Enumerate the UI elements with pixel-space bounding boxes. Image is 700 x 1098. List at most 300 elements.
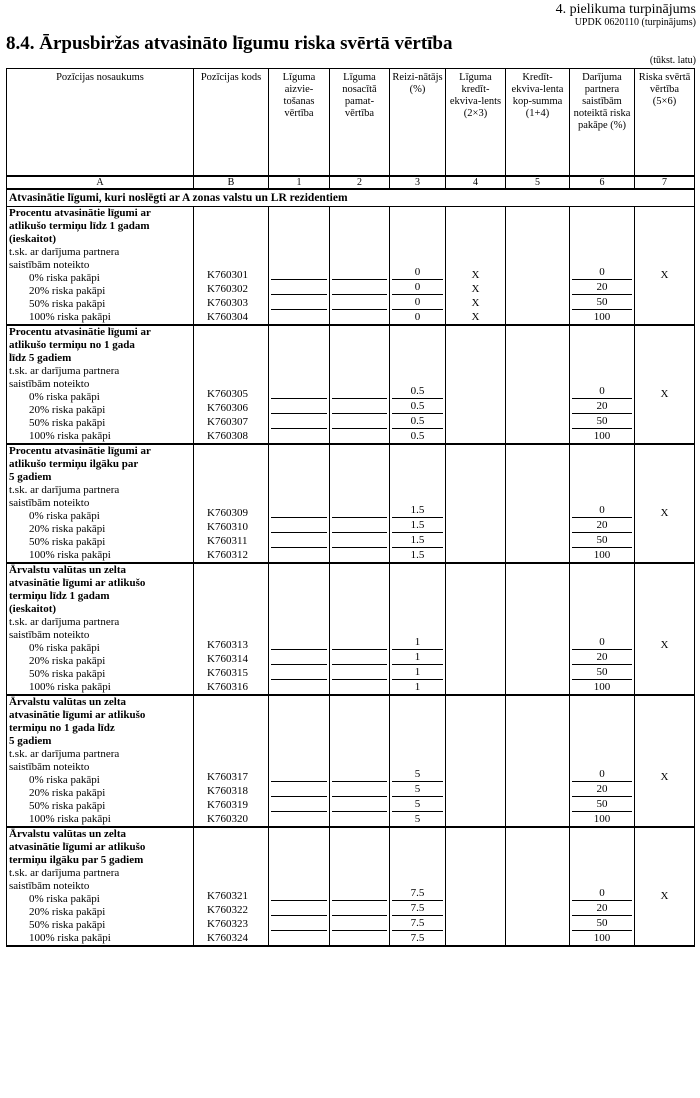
multiplier-value-cell [390, 444, 446, 563]
notional-value-cell [330, 695, 390, 827]
replacement-value [271, 767, 327, 782]
group-subtitle-line: saistībām noteikto [9, 629, 90, 641]
credit-equivalent-value [448, 401, 503, 415]
risk-weighted-value: X [660, 269, 669, 281]
credit-equivalent-sum [508, 680, 567, 694]
section-title: Atvasinātie līgumi, kuri noslēgti ar A zonas valstu un LR rezidentiem [7, 189, 695, 207]
credit-equivalent-value: X [471, 311, 480, 323]
risk-weighted-value [637, 812, 692, 826]
multiplier-value: 0.5 [410, 430, 425, 442]
risk-level-label: 20% riska pakāpi [29, 404, 106, 416]
risk-weight-value-cell [570, 695, 635, 827]
replacement-value [271, 280, 327, 295]
position-code: K760318 [207, 785, 248, 797]
multiplier-value: 0 [392, 280, 443, 295]
risk-weighted-value-cell [635, 695, 695, 827]
replacement-value [271, 901, 327, 916]
replacement-value-cell [269, 444, 330, 563]
credit-equivalent-sum-cell [506, 827, 570, 946]
risk-weight-value: 20 [572, 901, 632, 916]
risk-level-label: 50% riska pakāpi [29, 668, 106, 680]
risk-weighted-value [637, 429, 692, 443]
multiplier-value: 0 [392, 295, 443, 310]
credit-equivalent-sum [508, 770, 567, 784]
risk-weight-value-cell [570, 827, 635, 946]
multiplier-value-cell [390, 563, 446, 695]
risk-weight-value: 50 [572, 797, 632, 812]
replacement-value [271, 931, 327, 945]
risk-weighted-value [637, 931, 692, 945]
group-subtitle-line: saistībām noteikto [9, 378, 90, 390]
replacement-value [271, 916, 327, 931]
replacement-value [271, 295, 327, 310]
group-title-line: Procentu atvasinātie līgumi ar [9, 445, 151, 457]
group-title-line: atlikušo termiņu ilgāku par [9, 458, 139, 470]
column-letter: 5 [506, 176, 570, 189]
risk-level-label: 100% riska pakāpi [29, 932, 111, 944]
group-title-line: atlikušo termiņu līdz 1 gadam [9, 220, 150, 232]
notional-value [332, 503, 387, 518]
risk-level-label: 100% riska pakāpi [29, 549, 111, 561]
column-header: Reizi-nātājs (%) [390, 69, 446, 177]
notional-value [332, 429, 387, 443]
risk-level-label: 50% riska pakāpi [29, 800, 106, 812]
credit-equivalent-value [448, 784, 503, 798]
form-code: UPDK 0620110 (turpinājums) [574, 17, 696, 28]
credit-equivalent-value [448, 770, 503, 784]
replacement-value [271, 548, 327, 562]
credit-equivalent-sum [508, 520, 567, 534]
risk-level-label: 0% riska pakāpi [29, 642, 100, 654]
multiplier-value: 5 [414, 813, 421, 825]
credit-equivalent-sum [508, 784, 567, 798]
position-code: K760304 [207, 311, 248, 323]
credit-equivalent-sum [508, 534, 567, 548]
risk-weighted-value: X [660, 639, 669, 651]
risk-level-label: 0% riska pakāpi [29, 272, 100, 284]
position-code: K760311 [207, 535, 248, 547]
position-code: K760314 [207, 653, 248, 665]
risk-weighted-value [637, 534, 692, 548]
column-header: Pozīcijas kods [194, 69, 269, 177]
notional-value-cell [330, 827, 390, 946]
position-code-cell [194, 563, 269, 695]
risk-weight-value-cell [570, 325, 635, 444]
risk-weight-value: 100 [593, 311, 611, 323]
credit-equivalent-value [448, 415, 503, 429]
document-header [556, 2, 696, 28]
multiplier-value: 1.5 [392, 518, 443, 533]
multiplier-value-cell [390, 695, 446, 827]
replacement-value [271, 414, 327, 429]
notional-value [332, 916, 387, 931]
group-title-line: Ārvalstu valūtas un zelta [9, 564, 127, 576]
notional-value-cell [330, 207, 390, 326]
credit-equivalent-value [448, 638, 503, 652]
credit-equivalent-sum [508, 296, 567, 310]
risk-weight-value: 100 [593, 681, 611, 693]
risk-weighted-value [637, 282, 692, 296]
group-subtitle-line: t.sk. ar darījuma partnera [9, 365, 120, 377]
multiplier-value-cell [390, 207, 446, 326]
notional-value-cell [330, 325, 390, 444]
risk-level-label: 20% riska pakāpi [29, 285, 106, 297]
group-row [7, 444, 695, 563]
credit-equivalent-sum [508, 917, 567, 931]
risk-level-label: 0% riska pakāpi [29, 774, 100, 786]
replacement-value-cell [269, 695, 330, 827]
credit-equivalent-sum [508, 387, 567, 401]
multiplier-value: 1.5 [392, 503, 443, 518]
position-name-cell [7, 695, 194, 827]
credit-equivalent-sum [508, 415, 567, 429]
risk-weight-value: 50 [572, 295, 632, 310]
group-row [7, 207, 695, 326]
position-code-cell [194, 444, 269, 563]
multiplier-value: 1 [392, 635, 443, 650]
replacement-value [271, 812, 327, 826]
group-title-line: 5 gadiem [9, 471, 52, 483]
multiplier-value: 5 [392, 797, 443, 812]
notional-value [332, 399, 387, 414]
annex-label: 4. pielikuma turpinājums [555, 2, 696, 17]
risk-weighted-value-cell [635, 207, 695, 326]
notional-value [332, 665, 387, 680]
position-code: K760313 [207, 639, 248, 651]
credit-equivalent-value-cell [446, 207, 506, 326]
notional-value [332, 767, 387, 782]
position-name-cell [7, 563, 194, 695]
credit-equivalent-value [448, 520, 503, 534]
credit-equivalent-sum [508, 429, 567, 443]
risk-level-label: 20% riska pakāpi [29, 523, 106, 535]
multiplier-value-cell [390, 325, 446, 444]
position-code: K760309 [207, 507, 248, 519]
risk-weight-value: 0 [572, 265, 632, 280]
position-code: K760312 [207, 549, 248, 561]
group-title-line: termiņu līdz 1 gadam [9, 590, 110, 602]
credit-equivalent-value: X [471, 269, 480, 281]
risk-weight-value: 0 [572, 384, 632, 399]
group-title-line: atvasinātie līgumi ar atlikušo [9, 709, 146, 721]
group-row [7, 695, 695, 827]
column-header: Riska svērtā vērtība (5×6) [635, 69, 695, 177]
multiplier-value: 7.5 [392, 886, 443, 901]
position-code: K760301 [207, 269, 248, 281]
replacement-value-cell [269, 827, 330, 946]
group-row [7, 563, 695, 695]
group-subtitle-line: saistībām noteikto [9, 761, 90, 773]
replacement-value [271, 384, 327, 399]
notional-value [332, 812, 387, 826]
multiplier-value: 5 [392, 782, 443, 797]
replacement-value [271, 797, 327, 812]
column-letter: 2 [330, 176, 390, 189]
risk-weighted-value [637, 680, 692, 694]
position-code: K760323 [207, 918, 248, 930]
notional-value [332, 265, 387, 280]
multiplier-value: 0.5 [392, 399, 443, 414]
credit-equivalent-sum [508, 812, 567, 826]
risk-weighted-value [637, 903, 692, 917]
replacement-value [271, 429, 327, 443]
credit-equivalent-sum-cell [506, 563, 570, 695]
risk-weighted-value [637, 401, 692, 415]
risk-weight-value: 50 [572, 665, 632, 680]
replacement-value-cell [269, 325, 330, 444]
notional-value-cell [330, 444, 390, 563]
position-code-cell [194, 695, 269, 827]
multiplier-value: 5 [392, 767, 443, 782]
risk-weighted-value-cell [635, 827, 695, 946]
group-title-line: līdz 5 gadiem [9, 352, 72, 364]
credit-equivalent-value [448, 798, 503, 812]
risk-level-label: 50% riska pakāpi [29, 919, 106, 931]
position-name-cell [7, 325, 194, 444]
risk-weight-value-cell [570, 563, 635, 695]
replacement-value [271, 650, 327, 665]
position-code: K760321 [207, 890, 248, 902]
multiplier-value: 7.5 [392, 901, 443, 916]
risk-weight-value: 100 [593, 932, 611, 944]
risk-weighted-value [637, 784, 692, 798]
risk-weighted-table [6, 68, 695, 947]
credit-equivalent-sum-cell [506, 695, 570, 827]
notional-value [332, 310, 387, 324]
multiplier-value-cell [390, 827, 446, 946]
column-header: Darījuma partnera saistībām noteiktā riska pakāpe (%) [570, 69, 635, 177]
position-code-cell [194, 207, 269, 326]
risk-weight-value: 0 [572, 767, 632, 782]
position-code: K760303 [207, 297, 248, 309]
multiplier-value: 7.5 [392, 916, 443, 931]
group-title-line: Procentu atvasinātie līgumi ar [9, 326, 151, 338]
group-row [7, 827, 695, 946]
group-title-line: atvasinātie līgumi ar atlikušo [9, 841, 146, 853]
risk-level-label: 20% riska pakāpi [29, 655, 106, 667]
replacement-value [271, 886, 327, 901]
risk-weighted-value [637, 296, 692, 310]
position-name-cell [7, 207, 194, 326]
group-subtitle-line: t.sk. ar darījuma partnera [9, 748, 120, 760]
credit-equivalent-value [448, 534, 503, 548]
group-subtitle-line: t.sk. ar darījuma partnera [9, 867, 120, 879]
notional-value [332, 533, 387, 548]
position-code: K760315 [207, 667, 248, 679]
notional-value [332, 650, 387, 665]
position-code: K760316 [207, 681, 248, 693]
risk-weight-value: 100 [593, 813, 611, 825]
column-letter: A [7, 176, 194, 189]
risk-weight-value: 20 [572, 650, 632, 665]
notional-value [332, 797, 387, 812]
credit-equivalent-sum [508, 401, 567, 415]
credit-equivalent-sum-cell [506, 444, 570, 563]
risk-level-label: 50% riska pakāpi [29, 536, 106, 548]
credit-equivalent-sum [508, 506, 567, 520]
credit-equivalent-sum [508, 798, 567, 812]
credit-equivalent-value [448, 429, 503, 443]
risk-level-label: 0% riska pakāpi [29, 391, 100, 403]
column-letter: B [194, 176, 269, 189]
position-code-cell [194, 827, 269, 946]
credit-equivalent-value [448, 387, 503, 401]
group-subtitle-line: t.sk. ar darījuma partnera [9, 616, 120, 628]
multiplier-value: 1 [392, 650, 443, 665]
credit-equivalent-sum [508, 268, 567, 282]
position-code: K760319 [207, 799, 248, 811]
group-title-line: termiņu ilgāku par 5 gadiem [9, 854, 144, 866]
credit-equivalent-sum [508, 548, 567, 562]
risk-weighted-value: X [660, 771, 669, 783]
multiplier-value: 0 [414, 311, 421, 323]
group-title-line: Ārvalstu valūtas un zelta [9, 696, 127, 708]
group-row [7, 325, 695, 444]
column-letter-row [7, 176, 695, 189]
position-code: K760302 [207, 283, 248, 295]
credit-equivalent-value [448, 548, 503, 562]
multiplier-value: 0.5 [392, 384, 443, 399]
replacement-value-cell [269, 207, 330, 326]
multiplier-value: 7.5 [410, 932, 425, 944]
group-title-line: atlikušo termiņu no 1 gada [9, 339, 135, 351]
risk-weighted-value [637, 310, 692, 324]
credit-equivalent-sum [508, 282, 567, 296]
credit-equivalent-value-cell [446, 563, 506, 695]
notional-value [332, 886, 387, 901]
replacement-value [271, 782, 327, 797]
credit-equivalent-sum [508, 638, 567, 652]
notional-value [332, 280, 387, 295]
group-title-line: 5 gadiem [9, 735, 52, 747]
multiplier-value: 1.5 [392, 533, 443, 548]
multiplier-value: 1 [392, 665, 443, 680]
position-code-cell [194, 325, 269, 444]
credit-equivalent-value [448, 680, 503, 694]
risk-weight-value: 20 [572, 782, 632, 797]
risk-level-label: 20% riska pakāpi [29, 787, 106, 799]
position-name-cell [7, 444, 194, 563]
credit-equivalent-value [448, 812, 503, 826]
risk-weighted-value [637, 798, 692, 812]
risk-level-label: 100% riska pakāpi [29, 430, 111, 442]
risk-level-label: 50% riska pakāpi [29, 417, 106, 429]
multiplier-value: 1 [414, 681, 421, 693]
group-title-line: Ārvalstu valūtas un zelta [9, 828, 127, 840]
multiplier-value: 1.5 [410, 549, 425, 561]
risk-weight-value: 100 [593, 549, 611, 561]
section-row [7, 189, 695, 207]
credit-equivalent-value [448, 917, 503, 931]
risk-weighted-value-cell [635, 325, 695, 444]
replacement-value [271, 635, 327, 650]
risk-weight-value: 20 [572, 280, 632, 295]
credit-equivalent-sum [508, 666, 567, 680]
credit-equivalent-value-cell [446, 695, 506, 827]
column-letter: 4 [446, 176, 506, 189]
group-subtitle-line: saistībām noteikto [9, 259, 90, 271]
group-subtitle-line: saistībām noteikto [9, 880, 90, 892]
risk-weight-value: 50 [572, 414, 632, 429]
group-title-line: termiņu no 1 gada līdz [9, 722, 115, 734]
column-letter: 1 [269, 176, 330, 189]
column-letter: 6 [570, 176, 635, 189]
column-header: Līguma aizvie-tošanas vērtība [269, 69, 330, 177]
risk-weight-value: 20 [572, 399, 632, 414]
risk-weighted-value-cell [635, 563, 695, 695]
risk-level-label: 20% riska pakāpi [29, 906, 106, 918]
position-code: K760305 [207, 388, 248, 400]
multiplier-value: 0.5 [392, 414, 443, 429]
credit-equivalent-value [448, 931, 503, 945]
page-title: 8.4. Ārpusbiržas atvasināto līgumu riska svērtā vērtība [6, 33, 453, 54]
position-code: K760320 [207, 813, 248, 825]
position-code: K760324 [207, 932, 248, 944]
replacement-value [271, 680, 327, 694]
position-code: K760317 [207, 771, 248, 783]
credit-equivalent-sum [508, 889, 567, 903]
credit-equivalent-value-cell [446, 444, 506, 563]
risk-weight-value: 0 [572, 886, 632, 901]
risk-weighted-value [637, 415, 692, 429]
risk-level-label: 100% riska pakāpi [29, 681, 111, 693]
risk-weighted-value [637, 917, 692, 931]
risk-weighted-value: X [660, 507, 669, 519]
credit-equivalent-value: X [471, 297, 480, 309]
replacement-value [271, 399, 327, 414]
units-label: (tūkst. latu) [649, 55, 696, 66]
column-header: Līguma kredīt-ekviva-lents (2×3) [446, 69, 506, 177]
notional-value [332, 518, 387, 533]
risk-weight-value: 0 [572, 503, 632, 518]
credit-equivalent-value [448, 666, 503, 680]
risk-weighted-value-cell [635, 444, 695, 563]
credit-equivalent-sum [508, 652, 567, 666]
group-title-line: atvasinātie līgumi ar atlikušo [9, 577, 146, 589]
risk-weight-value-cell [570, 207, 635, 326]
replacement-value-cell [269, 563, 330, 695]
risk-weight-value: 50 [572, 916, 632, 931]
credit-equivalent-sum-cell [506, 207, 570, 326]
risk-weight-value-cell [570, 444, 635, 563]
replacement-value [271, 518, 327, 533]
column-header: Līguma nosacītā pamat-vērtība [330, 69, 390, 177]
position-code: K760310 [207, 521, 248, 533]
credit-equivalent-value: X [471, 283, 480, 295]
notional-value [332, 548, 387, 562]
group-subtitle-line: t.sk. ar darījuma partnera [9, 246, 120, 258]
risk-level-label: 50% riska pakāpi [29, 298, 106, 310]
credit-equivalent-sum [508, 903, 567, 917]
notional-value [332, 295, 387, 310]
position-name-cell [7, 827, 194, 946]
credit-equivalent-value [448, 652, 503, 666]
risk-weighted-value [637, 652, 692, 666]
notional-value [332, 414, 387, 429]
risk-level-label: 100% riska pakāpi [29, 311, 111, 323]
position-code: K760322 [207, 904, 248, 916]
risk-weight-value: 20 [572, 518, 632, 533]
risk-weight-value: 50 [572, 533, 632, 548]
notional-value [332, 931, 387, 945]
group-subtitle-line: saistībām noteikto [9, 497, 90, 509]
notional-value [332, 782, 387, 797]
risk-weighted-value [637, 520, 692, 534]
risk-level-label: 0% riska pakāpi [29, 893, 100, 905]
replacement-value [271, 503, 327, 518]
credit-equivalent-sum [508, 931, 567, 945]
replacement-value [271, 533, 327, 548]
